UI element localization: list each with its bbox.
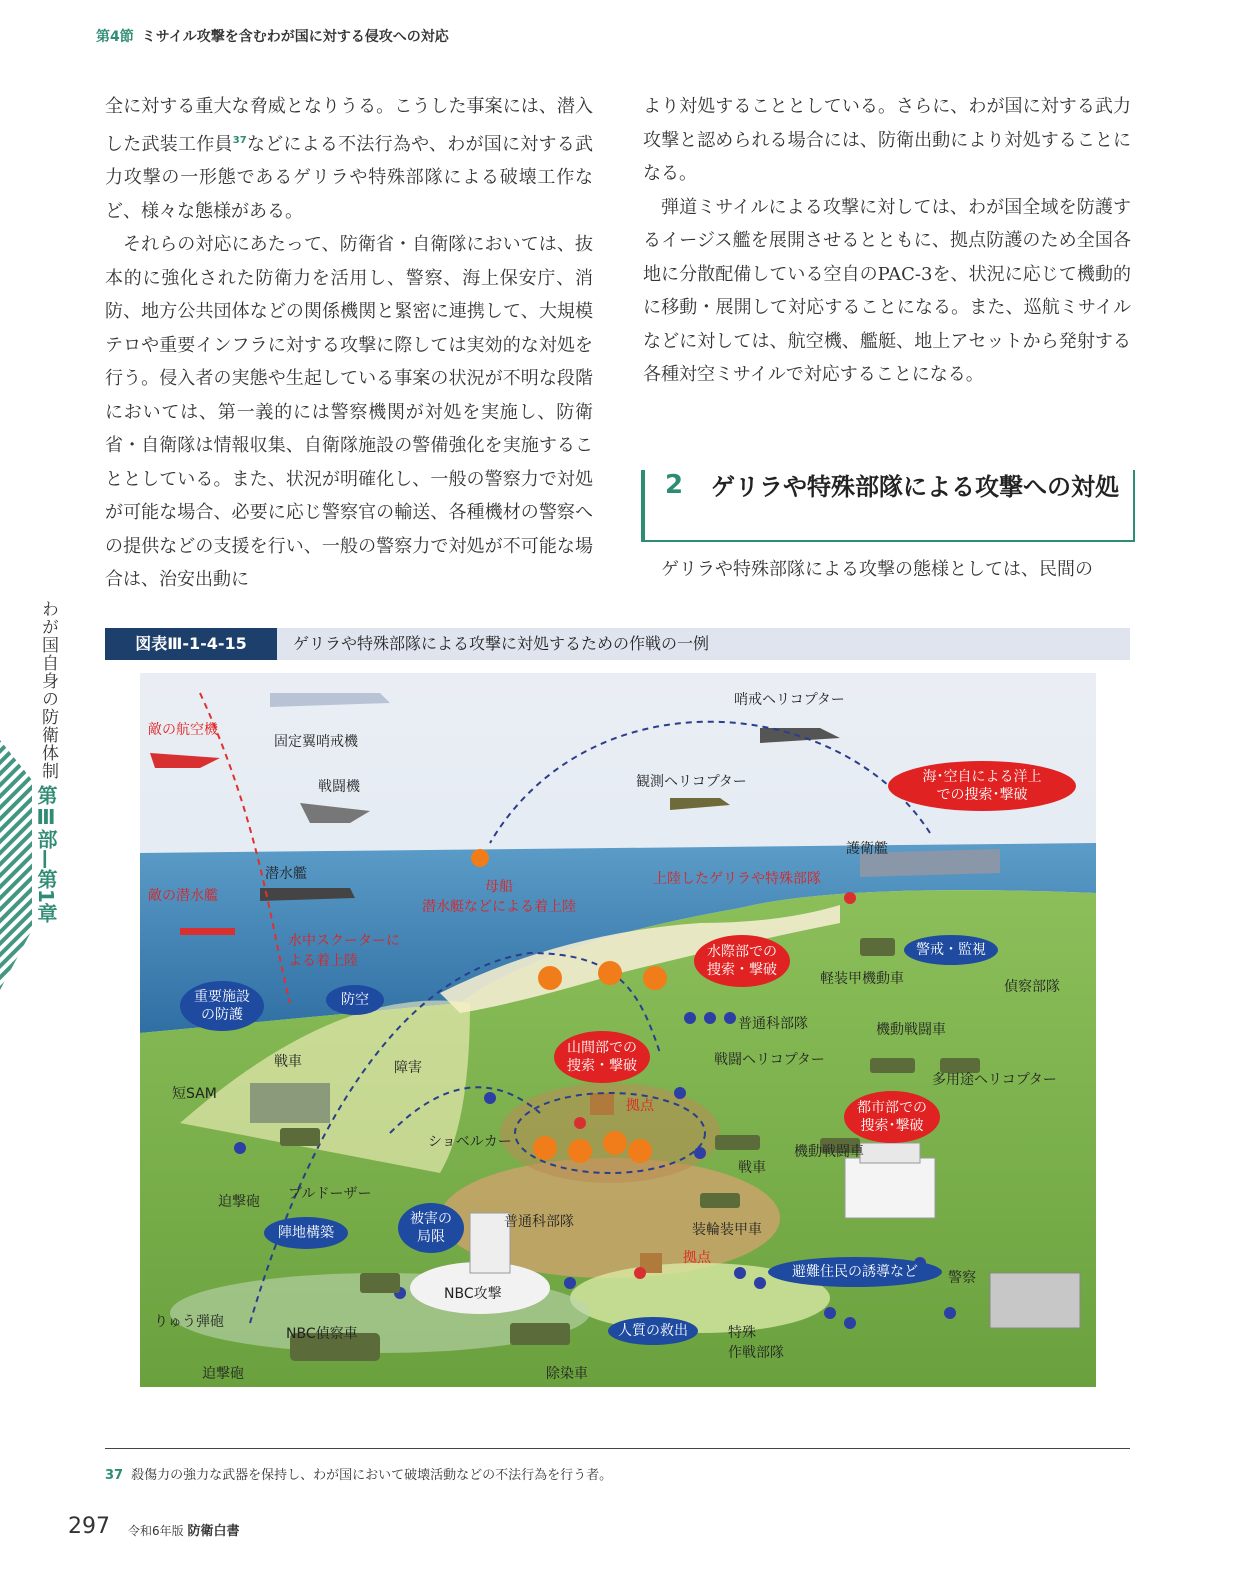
bubble-urban: 都市部での 搜索･撃破 xyxy=(844,1091,940,1143)
left-paragraph-1 xyxy=(105,90,593,228)
bubble-hostage: 人質の救出 xyxy=(608,1317,698,1345)
footnote-ref[interactable]: 37 xyxy=(232,134,247,146)
label-short-sam: 短SAM xyxy=(172,1086,217,1102)
right-paragraph-2: 弾道ミサイルによる攻撃に対しては、わが国全域を防護するイージス艦を展開させるとともに、拠点防護のため全国各地に分散配備している空自のPAC-3を、状況に応じて機動的に移動・展開して対応することになる。また、巡航ミサイルなどに対しては、航空機、艦艇、地上アセットから発射する各種対空ミサイルで対応することになる。 xyxy=(643,196,1131,385)
label-fixed-wing: 固定翼哨戒機 xyxy=(274,734,358,750)
label-light-armored: 軽装甲機動車 xyxy=(820,971,904,987)
label-enemy-submarine: 敵の潜水艦 xyxy=(148,888,218,904)
label-wheeled-apc: 装輪装甲車 xyxy=(692,1222,762,1238)
label-recon: 偵察部隊 xyxy=(1004,979,1060,995)
subsection-paragraph: ゲリラや特殊部隊による攻撃の態様としては、民間の xyxy=(661,559,1093,580)
left-paragraph-2: それらの対応にあたって、防衛省・自衛隊においては、抜本的に強化された防衛力を活用し、警察、海上保安庁、消防、地方公共団体などの関係機関と緊密に連携して、大規模テロや重要インフラに対する攻撃に際しては実効的な対処を行う。侵入者の実態や生起している事案の状況が不明な段階においては、第一義的には警察機関が対処を実施し、防衛省・自衛隊は情報収集、自衛隊施設の警備強化を実施することとしている。また、状況が明確化し、一般の警察力で対処が可能な場合、必要に応じ警察官の輸送、各種機材の警察への提供などの支援を行い、一般の警察力で対処が不可能な場合は、治安出動に xyxy=(105,234,593,590)
figure-title: ゲリラや特殊部隊による攻撃に対処するための作戦の一例 xyxy=(293,634,710,653)
side-part-text: 第Ⅲ部—第1章 xyxy=(34,785,58,923)
label-patrol-heli: 哨戒ヘリコプター xyxy=(734,692,845,708)
label-combat-vehicle-2: 機動戦闘車 xyxy=(794,1144,864,1160)
label-observation-heli: 観測ヘリコプター xyxy=(636,774,747,790)
label-mortar-2: 迫撃砲 xyxy=(202,1366,244,1382)
left-column xyxy=(105,90,593,597)
label-bulldozer: ブルドーザー xyxy=(288,1186,372,1202)
label-police: 警察 xyxy=(948,1270,976,1286)
side-chapter-label: わが国自身の防衛体制 xyxy=(38,600,58,780)
footnote xyxy=(105,1464,612,1483)
label-stronghold-2: 拠点 xyxy=(683,1250,711,1266)
urban-building-top xyxy=(860,1143,920,1163)
figure-title-bar xyxy=(105,628,1130,660)
bubble-waterline: 水際部での 捜索・撃破 xyxy=(694,935,790,987)
bubble-patrol: 警戒・監視 xyxy=(904,935,998,965)
side-part-label xyxy=(34,785,58,928)
book-title xyxy=(128,1520,239,1539)
label-decon: 除染車 xyxy=(546,1366,588,1382)
operation-illustration xyxy=(140,673,1096,1387)
label-submarine: 潜水艦 xyxy=(265,866,307,882)
footnote-text: 殺傷力の強力な武器を保持し、わが国において破壊活動などの不法行為を行う者。 xyxy=(131,1468,613,1483)
bubble-sea-air: 海･空自による洋上 での搜索･撃破 xyxy=(888,761,1076,811)
left-p1-text-b: などによる不法行為や、わが国に対する武力攻撃の一形態であるゲリラや特殊部隊による破壊工作など、様々な態様がある。 xyxy=(105,133,593,222)
bubble-key-facility: 重要施設 の防護 xyxy=(180,981,264,1031)
label-landed-guerrilla: 上陸したゲリラや特殊部隊 xyxy=(653,871,821,887)
subsection-title: ゲリラや特殊部隊による攻撃への対処 xyxy=(711,473,1119,501)
right-column xyxy=(643,90,1131,392)
label-stronghold-1: 拠点 xyxy=(626,1098,654,1114)
subsection-number: 2 xyxy=(665,470,684,500)
urban-buildings xyxy=(845,1158,935,1218)
bubble-position: 陣地構築 xyxy=(264,1217,348,1249)
bubble-mountain: 山間部での 捜索・撃破 xyxy=(554,1031,650,1083)
subsection-heading xyxy=(641,470,1135,542)
label-excavator: ショベルカー xyxy=(428,1134,512,1150)
label-howitzer: りゅう弾砲 xyxy=(154,1314,224,1330)
section-number: 第4節 xyxy=(96,29,134,45)
label-nbc-recon: NBC偵察車 xyxy=(286,1326,358,1342)
figure-label: 図表Ⅲ-1-4-15 xyxy=(105,628,277,660)
label-escort-ship: 護衛艦 xyxy=(846,841,888,857)
label-enemy-aircraft: 敵の航空機 xyxy=(148,722,218,738)
footnote-number: 37 xyxy=(105,1468,124,1483)
bubble-damage: 被害の 局限 xyxy=(398,1203,464,1253)
footnote-rule xyxy=(105,1448,1130,1449)
label-infantry-2: 普通科部隊 xyxy=(504,1214,574,1230)
label-infantry-1: 普通科部隊 xyxy=(738,1016,808,1032)
stronghold-house-1 xyxy=(590,1093,614,1115)
page-number: 297 xyxy=(68,1514,110,1539)
facility xyxy=(250,1083,330,1123)
left-p1-text-a: 全に対する重大な脅威となりうる。こうした事案には、潜入した武装工作員 xyxy=(105,96,593,155)
label-special-ops: 特殊 作戦部隊 xyxy=(728,1325,784,1361)
label-mortar-1: 迫撃砲 xyxy=(218,1194,260,1210)
label-attack-heli: 戦闘ヘリコプター xyxy=(714,1052,825,1068)
label-underwater-scooter: 水中スクーターに よる着上陸 xyxy=(288,933,400,969)
bubble-air-defense: 防空 xyxy=(326,985,384,1015)
enemy-submarine xyxy=(180,928,235,935)
label-fighter: 戦闘機 xyxy=(318,779,360,795)
label-mothership: 母船 潜水艇などによる着上陸 xyxy=(422,879,576,915)
bubble-evacuation: 避難住民の誘導など xyxy=(768,1257,942,1287)
section-header xyxy=(96,26,449,46)
label-multipurpose-heli: 多用途ヘリコプター xyxy=(932,1072,1057,1088)
label-tank-1: 戦車 xyxy=(274,1054,302,1070)
label-nbc-attack: NBC攻撃 xyxy=(444,1286,502,1302)
police-station xyxy=(990,1273,1080,1328)
label-obstacle: 障害 xyxy=(394,1060,422,1076)
label-combat-vehicle-1: 機動戦闘車 xyxy=(876,1022,946,1038)
book-name: 防衛白書 xyxy=(187,1524,240,1539)
right-paragraph-1: より対処することとしている。さらに、わが国に対する武力攻撃と認められる場合には、防衛出動により対処することになる。 xyxy=(643,96,1131,184)
book-edition: 令和6年版 xyxy=(128,1524,184,1538)
label-tank-2: 戦車 xyxy=(738,1160,766,1176)
section-title: ミサイル攻撃を含むわが国に対する侵攻への対応 xyxy=(141,29,449,45)
